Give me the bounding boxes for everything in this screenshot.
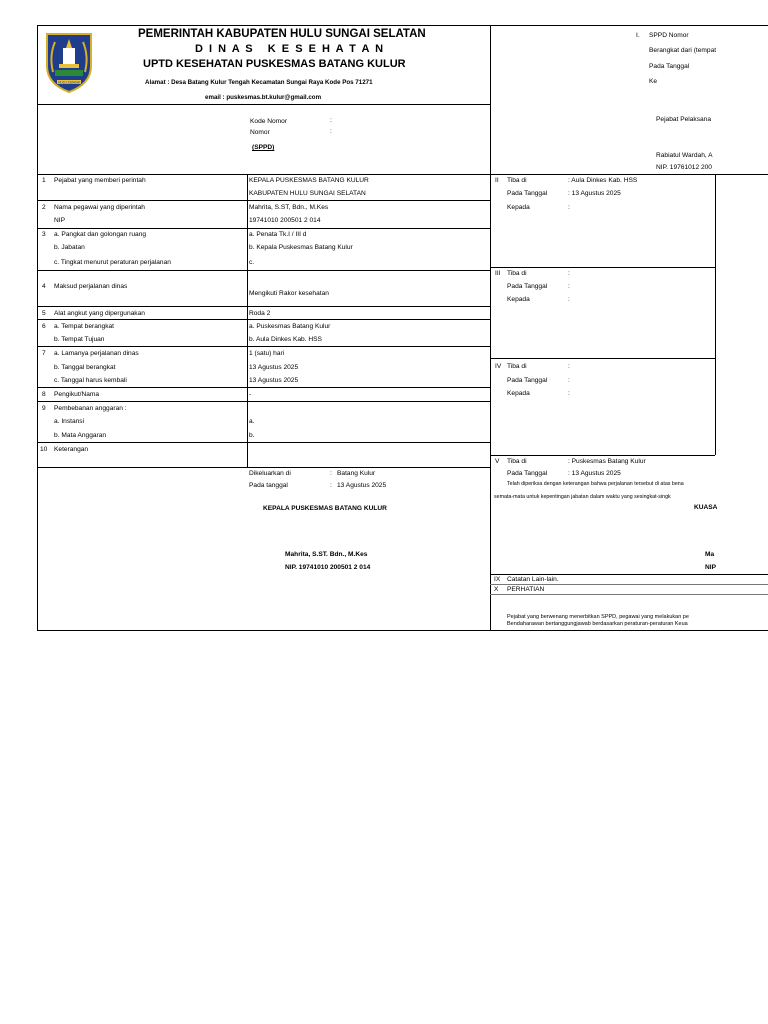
- row8-label: Pengikut/Nama: [54, 391, 100, 398]
- v-statement-1: Telah diperiksa dengan keterangan bahwa perjalanan tersebut di atas bena: [507, 481, 684, 487]
- row7-value-b: 13 Agustus 2025: [249, 364, 299, 371]
- row3-value-c: c.: [249, 259, 255, 266]
- right-x-line: [490, 594, 768, 595]
- iv-tanggal-label: Pada Tanggal: [507, 377, 548, 384]
- ii-tiba-value: : Aula Dinkes Kab. HSS: [568, 177, 638, 184]
- row6-label-a: a. Tempat berangkat: [54, 323, 114, 330]
- row10-label: Keterangan: [54, 446, 89, 453]
- row1-line: [37, 200, 490, 201]
- right-rabiatul-name: Rabiatul Wardah, A: [656, 152, 713, 159]
- row3-value-a: a. Penata Tk.I / III d: [249, 231, 307, 238]
- right-edge-line: [715, 174, 716, 455]
- row3-line: [37, 270, 490, 271]
- x-note-2: Bendaharawan bertanggungjawab berdasarkan peraturan-peraturan Keua: [507, 621, 688, 627]
- row5-value: Roda 2: [249, 310, 271, 317]
- issued-place-sep: :: [330, 470, 332, 477]
- iii-tiba-label: Tiba di: [507, 270, 527, 277]
- issued-date-sep: :: [330, 482, 332, 489]
- row1-num: 1: [42, 177, 46, 184]
- kode-nomor-label: Kode Nomor: [250, 118, 288, 125]
- ii-tanggal-value: : 13 Agustus 2025: [568, 190, 621, 197]
- row9-value-b: b.: [249, 432, 255, 439]
- iv-tiba-label: Tiba di: [507, 363, 527, 370]
- row7-num: 7: [42, 350, 46, 357]
- row1-label: Pejabat yang memberi perintah: [54, 177, 146, 184]
- iv-tanggal-value: :: [568, 377, 570, 384]
- ii-num: II: [495, 177, 499, 184]
- code-bottom-line: [37, 174, 768, 175]
- v-signer-name: Ma: [705, 551, 715, 558]
- iii-num: III: [495, 270, 501, 277]
- row7-value-c: 13 Agustus 2025: [249, 377, 299, 384]
- v-tiba-value: : Puskesmas Batang Kulur: [568, 458, 646, 465]
- row2-line: [37, 228, 490, 229]
- iv-kepada-value: :: [568, 390, 570, 397]
- ii-tanggal-label: Pada Tanggal: [507, 190, 548, 197]
- issued-place: Batang Kulur: [337, 470, 376, 477]
- right-iv-line: [490, 455, 715, 456]
- row6-label-b: b. Tempat Tujuan: [54, 336, 105, 343]
- row1-value1: KEPALA PUSKESMAS BATANG KULUR: [249, 177, 369, 184]
- regency-emblem-logo: [41, 30, 97, 94]
- row8-num: 8: [42, 391, 46, 398]
- iii-tiba-value: :: [568, 270, 570, 277]
- signer-title: KEPALA PUSKESMAS BATANG KULUR: [263, 505, 387, 512]
- iii-kepada-label: Kepada: [507, 296, 530, 303]
- row7-line: [37, 387, 490, 388]
- row3-value-b: b. Kepala Puskesmas Batang Kulur: [249, 244, 353, 251]
- nomor-sep: :: [330, 128, 332, 135]
- right-berangkat: Berangkat dari (tempat: [649, 47, 717, 54]
- ix-label: Catatan Lain-lain.: [507, 576, 559, 583]
- right-ix-line: [490, 584, 768, 585]
- row6-value-b: b. Aula Dinkes Kab. HSS: [249, 336, 322, 343]
- v-tanggal-label: Pada Tanggal: [507, 470, 548, 477]
- row7-label-b: b. Tanggal berangkat: [54, 364, 116, 371]
- row10-num: 10: [40, 446, 48, 453]
- header-bottom-line: [37, 104, 490, 105]
- ii-kepada-label: Kepada: [507, 204, 530, 211]
- row3-label-c: c. Tingkat menurut peraturan perjalanan: [54, 259, 171, 266]
- row4-num: 4: [42, 283, 46, 290]
- x-label: PERHATIAN: [507, 586, 545, 593]
- row5-label: Alat angkut yang dipergunakan: [54, 310, 145, 317]
- row2-label-nip: NIP: [54, 217, 65, 224]
- right-iii-line: [490, 358, 715, 359]
- right-ke: Ke: [649, 78, 658, 85]
- right-i-num: I.: [636, 32, 640, 39]
- gov-title: PEMERINTAH KABUPATEN HULU SUNGAI SELATAN: [138, 28, 426, 40]
- issued-date: 13 Agustus 2025: [337, 482, 387, 489]
- row3-num: 3: [42, 231, 46, 238]
- row2-num: 2: [42, 204, 46, 211]
- bottom-border: [37, 630, 768, 631]
- right-rabiatul-nip: NIP. 19761012 200: [656, 164, 712, 171]
- row5-line: [37, 319, 490, 320]
- row8-line: [37, 401, 490, 402]
- row4-value: Mengikuti Rakor kesehatan: [249, 290, 329, 297]
- iv-num: IV: [495, 363, 502, 370]
- row3-label-a: a. Pangkat dan golongan ruang: [54, 231, 147, 238]
- issued-date-label: Pada tanggal: [249, 482, 288, 489]
- address: Alamat : Desa Batang Kulur Tengah Kecamatan Sungai Raya Kode Pos 71271: [145, 79, 373, 86]
- row2-value2: 19741010 200501 2 014: [249, 217, 321, 224]
- v-signer-nip: NIP: [705, 564, 716, 571]
- value-col-line: [247, 174, 248, 467]
- iii-kepada-value: :: [568, 296, 570, 303]
- row7-label-c: c. Tanggal harus kembali: [54, 377, 127, 384]
- ii-kepada-value: :: [568, 204, 570, 211]
- ix-num: IX: [494, 576, 501, 583]
- sppd-title: (SPPD): [252, 144, 275, 151]
- row1-value2: KABUPATEN HULU SUNGAI SELATAN: [249, 190, 366, 197]
- row9-line: [37, 442, 490, 443]
- middle-divider: [490, 25, 491, 630]
- row7-value-a: 1 (satu) hari: [249, 350, 285, 357]
- left-border: [37, 25, 38, 630]
- row9-label-a: a. Instansi: [54, 418, 85, 425]
- row2-label: Nama pegawai yang diperintah: [54, 204, 145, 211]
- x-note-1: Pejabat yang berwenang menerbitkan SPPD, pegawai yang melakukan pe: [507, 614, 689, 620]
- row6-line: [37, 346, 490, 347]
- right-v-line: [490, 574, 768, 575]
- unit-title: UPTD KESEHATAN PUSKESMAS BATANG KULUR: [143, 58, 406, 70]
- row6-num: 6: [42, 323, 46, 330]
- signer-name: Mahrita, S.ST. Bdn., M.Kes: [285, 551, 368, 558]
- right-pejabat-pelaksana: Pejabat Pelaksana: [656, 116, 711, 123]
- row3-label-b: b. Jabatan: [54, 244, 85, 251]
- v-statement-2: semata-mata untuk kepentingan jabatan dalam waktu yang sesingkat-singk: [494, 494, 671, 500]
- right-pada-tanggal: Pada Tanggal: [649, 63, 690, 70]
- row10-line: [37, 467, 490, 468]
- ii-tiba-label: Tiba di: [507, 177, 527, 184]
- right-ii-line: [490, 267, 715, 268]
- v-tanggal-value: : 13 Agustus 2025: [568, 470, 621, 477]
- dept-title: D I N A S K E S E H A T A N: [195, 43, 385, 55]
- row2-value1: Mahrita, S.ST, Bdn., M.Kes: [249, 204, 329, 211]
- row9-label-b: b. Mata Anggaran: [54, 432, 107, 439]
- iii-tanggal-value: :: [568, 283, 570, 290]
- iv-kepada-label: Kepada: [507, 390, 530, 397]
- email: email : puskesmas.bt.kulur@gmail.com: [205, 94, 322, 101]
- row9-num: 9: [42, 405, 46, 412]
- row7-label-a: a. Lamanya perjalanan dinas: [54, 350, 139, 357]
- row9-label: Pembebanan anggaran :: [54, 405, 127, 412]
- row4-line: [37, 306, 490, 307]
- v-kuasa: KUASA: [694, 504, 718, 511]
- row6-value-a: a. Puskesmas Batang Kulur: [249, 323, 331, 330]
- v-tiba-label: Tiba di: [507, 458, 527, 465]
- row5-num: 5: [42, 310, 46, 317]
- iv-tiba-value: :: [568, 363, 570, 370]
- row8-value: -: [249, 391, 252, 398]
- signer-nip: NIP. 19741010 200501 2 014: [285, 564, 371, 571]
- v-num: V: [495, 458, 500, 465]
- nomor-label: Nomor: [250, 129, 270, 136]
- x-num: X: [494, 586, 499, 593]
- iii-tanggal-label: Pada Tanggal: [507, 283, 548, 290]
- right-sppd-nomor: SPPD Nomor: [649, 32, 689, 39]
- kode-nomor-sep: :: [330, 117, 332, 124]
- row9-value-a: a.: [249, 418, 255, 425]
- issued-place-label: Dikeluarkan di: [249, 470, 291, 477]
- svg-text:HULU SUNGAI: HULU SUNGAI: [58, 80, 80, 85]
- top-border: [37, 25, 768, 26]
- row4-label: Maksud perjalanan dinas: [54, 283, 128, 290]
